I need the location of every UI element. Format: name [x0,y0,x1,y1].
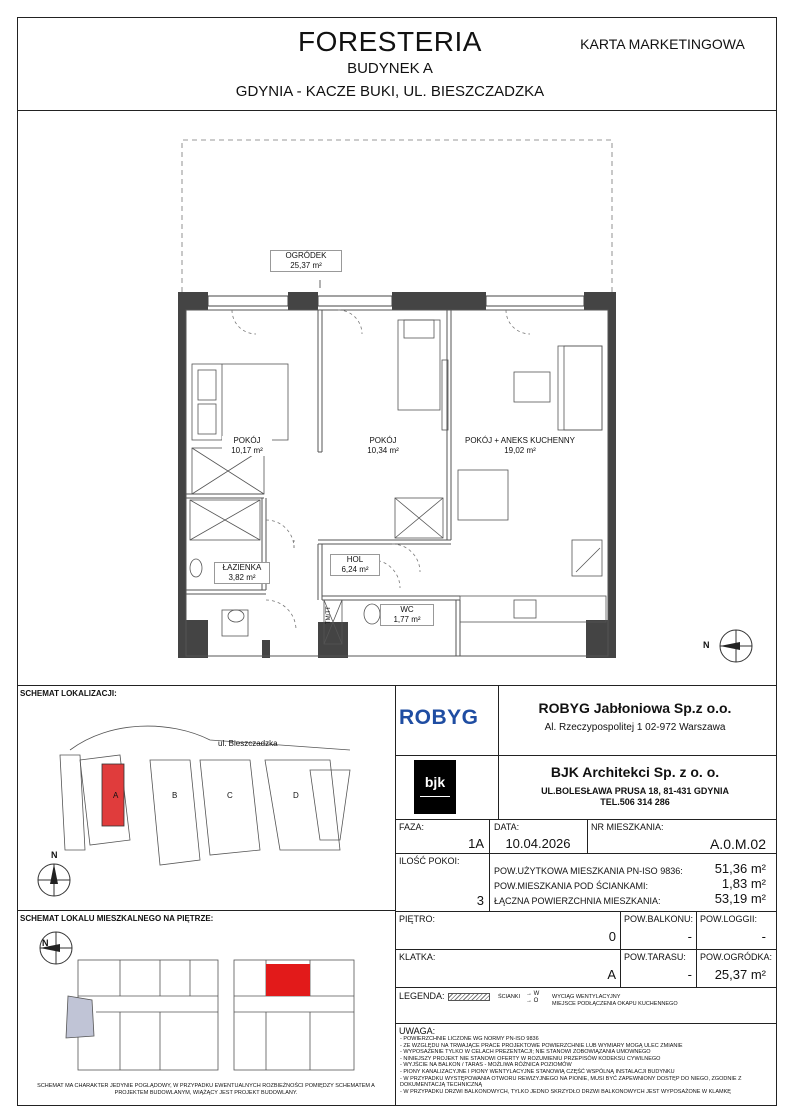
terrace-label: POW.TARASU: [624,952,686,962]
project-address: GDYNIA - KACZE BUKI, UL. BIESZCZADZKA [235,83,545,100]
building-marker: C [227,791,233,800]
room-label: WC 1,77 m² [380,604,434,626]
logo-divider [498,685,499,755]
section-divider [17,685,776,686]
shaft-label: TM/TT [326,606,332,624]
north-label: N [42,938,49,948]
notes-label: UWAGA: [399,1026,436,1036]
staircase-value: A [607,967,616,982]
section-divider [17,910,395,911]
column-divider [395,685,396,1105]
legend-walls: ŚCIANKI [498,994,521,1000]
developer-address: Al. Rzeczypospolitej 1 02-972 Warszawa [544,722,726,733]
legend-vent: WYCIĄG WENTYLACYJNY [552,994,621,1000]
floor-scheme-heading: SCHEMAT LOKALU MIESZKALNEGO NA PIĘTRZE: [20,914,214,923]
building-marker: D [293,791,299,800]
legend-label: LEGENDA: [399,991,445,1001]
location-heading: SCHEMAT LOKALIZACJI: [20,689,117,698]
section-divider [395,987,776,988]
balcony-value: - [687,929,692,944]
balcony-label: POW.BALKONU: [624,914,694,924]
bjk-logo: bjk [414,760,456,814]
staircase-label: KLATKA: [399,952,436,962]
section-divider [395,755,776,756]
floor-label: PIĘTRO: [399,914,436,924]
section-divider [395,819,776,820]
street-label: ul. Bieszczadzka [218,739,278,748]
location-map [20,700,392,910]
robyg-logo: ROBYG [399,706,479,729]
usable-area-label: POW.UŻYTKOWA MIESZKANIA PN-ISO 9836: [494,866,683,876]
cell-divider [587,819,588,853]
section-divider [395,911,776,912]
floor-value: 0 [608,929,616,944]
north-label: N [51,850,58,860]
garden-area-value: 25,37 m² [714,967,766,982]
building-marker: B [172,791,178,800]
vent-symbol-icon: → W → O [526,991,540,1004]
building-label: BUDYNEK A [347,60,433,77]
north-label: N [703,640,710,650]
architect-address: UL.BOLESŁAWA PRUSA 18, 81-431 GDYNIA [541,786,729,796]
under-walls-area-value: 1,83 m² [721,876,766,891]
rooms-value: 3 [476,893,484,908]
usable-area-value: 51,36 m² [714,861,766,876]
wall-hatch-icon [448,993,490,1001]
room-label: POKÓJ 10,34 m² [355,436,411,456]
room-label: POKÓJ + ANEKS KUCHENNY 19,02 m² [455,436,585,456]
apartment-number-label: NR MIESZKANIA: [591,822,664,832]
section-divider [395,1023,776,1024]
total-area-label: ŁĄCZNA POWIERZCHNIA MIESZKANIA: [494,896,661,906]
rooms-label: ILOŚĆ POKOI: [399,856,460,866]
developer-name: ROBYG Jabłoniowa Sp.z o.o. [538,700,732,716]
legend-hood: MIEJSCE PODŁĄCZENIA OKAPU KUCHENNEGO [552,1001,678,1007]
total-area-value: 53,19 m² [714,891,766,906]
building-marker: A [113,791,119,800]
logo-divider [498,755,499,819]
notes-list: - POWIERZCHNIE LICZONE WG NORMY PN-ISO 9836 - ZE WZGLĘDU NA TRWAJĄCE PRACE PROJEKTOWE POWIERZCHNIE LUB WYMIARY MOGĄ ULEC ZMIANIE - WYPOSAŻENIE TYLKO W CELACH PREZENTACJI; NIE STANOWI ZOBOWIĄZANIA UMOWNEGO - NINIEJSZY PROJEKT NIE STANOWI OFERTY W ROZUMIENIU PRZEPISÓW KODEKSU CYWILNEGO - WYJŚCIE NA BALKON / TARAS - MOŻLIWA RÓŻNICA POZIOMÓW - PIONY KANALIZACYJNE I PIONY WENTYLACYJNE STANOWIĄ CZĘŚĆ WSPÓLNĄ INSTALACJI BUDYNKU - W PRZYPADKU WYSTĘPOWANIA OTWORU REWIZYJNEGO NA PIONIE, MUSI BYĆ ZAPEWNIONY DOSTĘP DO NIEGO, ZGODNIE Z DOKUMENTACJĄ TECHNICZNĄ - W PRZYPADKU DRZWI BALKONOWYCH, TYLKO JEDNO SKRZYDŁO DRZWI BALKONOWYCH JEST WYPOSAŻONE W KLAMKĘ [400,1036,742,1095]
section-divider [395,853,776,854]
loggia-label: POW.LOGGII: [700,914,758,924]
terrace-value: - [687,967,692,982]
apartment-number-value: A.0.M.02 [709,836,766,852]
architect-phone: TEL.506 314 286 [600,797,670,807]
garden-label: OGRÓDEK 25,37 m² [270,250,342,272]
room-label: ŁAZIENKA 3,82 m² [214,562,270,584]
under-walls-area-label: POW.MIESZKANIA POD ŚCIANKAMI: [494,881,649,891]
garden-area-label: POW.OGRÓDKA: [700,952,773,962]
faza-value: 1A [468,836,484,851]
card-type-label: KARTA MARKETINGOWA [580,36,745,52]
date-value: 10.04.2026 [505,836,571,851]
disclaimer: SCHEMAT MA CHARAKTER JEDYNIE POGLĄDOWY, W PRZYPADKU EWENTUALNYCH ROZBIEŻNOŚCI POMIĘDZY SCHEMATEM A PROJEKTEM BUDOWLANYM, WIĄŻĄCY JEST PROJEKT BUDOWLANY. [37,1083,375,1096]
room-label: HOL 6,24 m² [330,554,380,576]
floor-scheme-map [20,926,392,1076]
section-divider [395,949,776,950]
project-title: FORESTERIA [298,26,482,57]
loggia-value: - [761,929,766,944]
date-label: DATA: [494,822,520,832]
cell-divider [489,819,490,911]
architect-name: BJK Architekci Sp. z o. o. [550,764,720,780]
faza-label: FAZA: [399,822,425,832]
room-label: POKÓJ 10,17 m² [222,436,272,456]
